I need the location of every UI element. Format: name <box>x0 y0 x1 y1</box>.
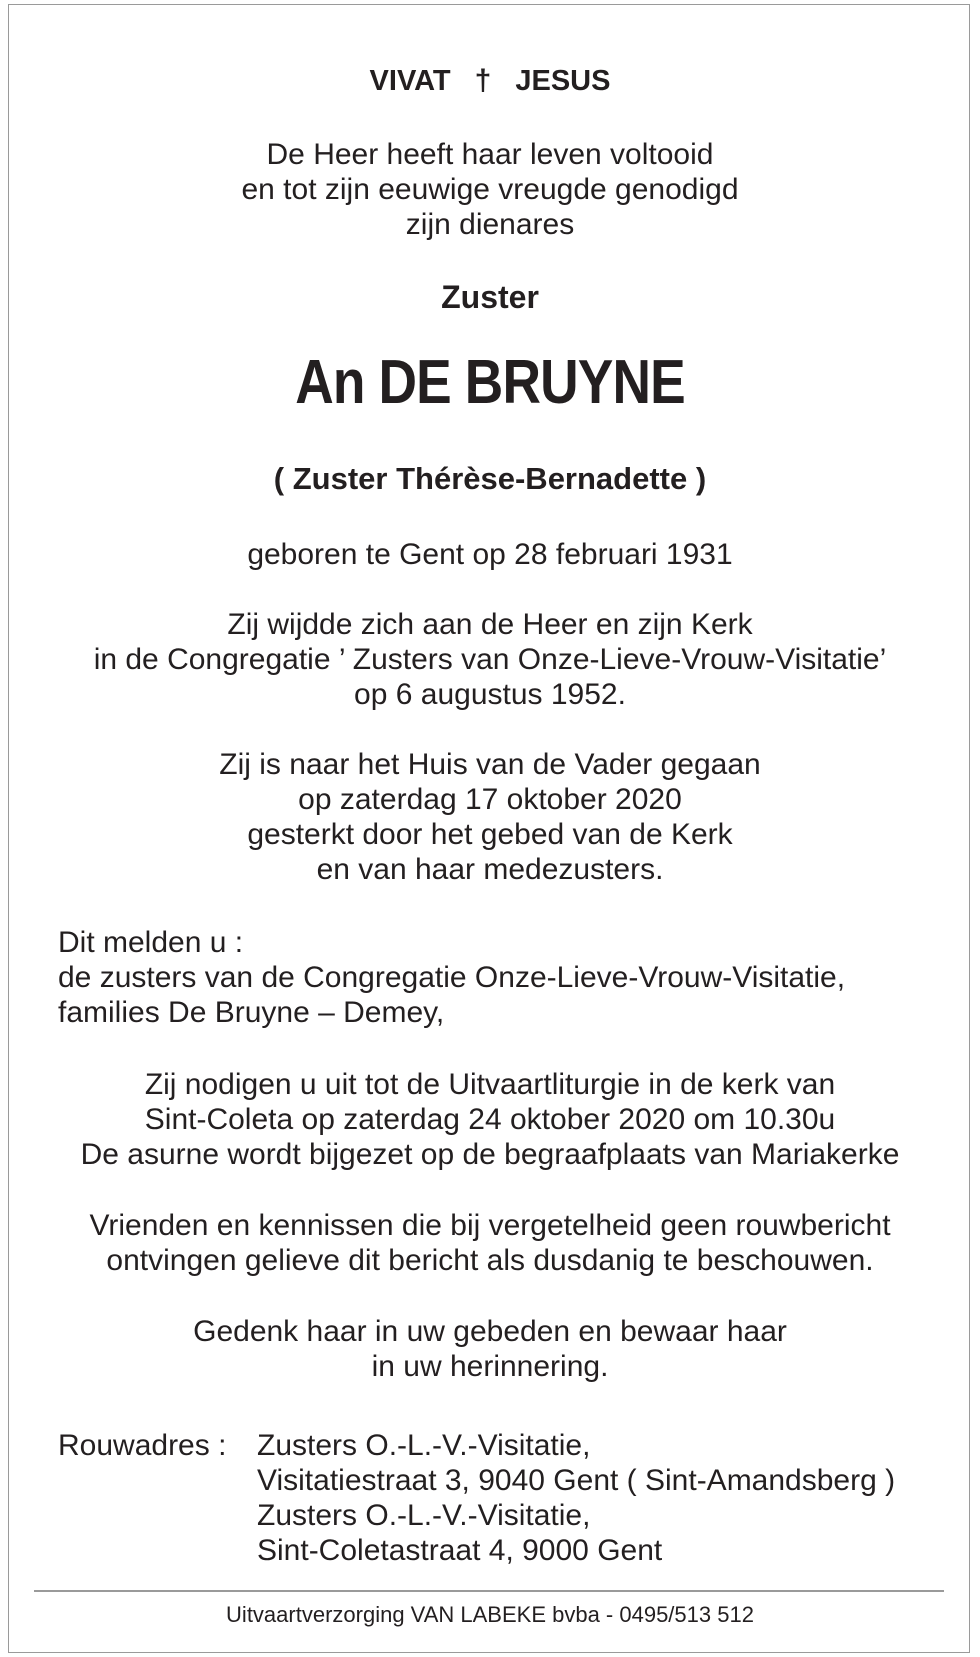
religious-name: ( Zuster Thérèse-Bernadette ) <box>273 461 707 496</box>
death-line-3: gesterkt door het gebed van de Kerk <box>247 818 733 851</box>
header-jesus: JESUS <box>515 65 611 97</box>
deceased-name: An DE BRUYNE <box>295 348 685 417</box>
title-zuster: Zuster <box>441 279 539 315</box>
intro-line-2: en tot zijn eeuwige vreugde genodigd <box>241 173 739 206</box>
funeral-line-1: Zij nodigen u uit tot de Uitvaartliturgie in de kerk van <box>144 1068 836 1101</box>
footer-divider <box>34 1590 944 1592</box>
announcers-line-3: families De Bruyne – Demey, <box>58 996 445 1029</box>
cross-icon: † <box>474 64 492 97</box>
address-line-3: Zusters O.-L.-V.-Visitatie, <box>257 1499 591 1532</box>
remembrance-line-2: in uw herinnering. <box>371 1350 609 1383</box>
header-vivat: VIVAT <box>369 65 451 97</box>
intro-line-1: De Heer heeft haar leven voltooid <box>266 138 714 171</box>
notice-line-1: Vrienden en kennissen die bij vergetelheid geen rouwbericht <box>89 1209 891 1242</box>
death-line-1: Zij is naar het Huis van de Vader gegaan <box>219 748 761 781</box>
intro-line-3: zijn dienares <box>405 208 575 241</box>
vows-line-3: op 6 augustus 1952. <box>354 678 626 711</box>
footer-undertaker: Uitvaartverzorging VAN LABEKE bvba - 0495/513 512 <box>226 1602 754 1627</box>
vows-line-1: Zij wijdde zich aan de Heer en zijn Kerk <box>227 608 753 641</box>
notice-line-2: ontvingen gelieve dit bericht als dusdanig te beschouwen. <box>106 1244 874 1277</box>
address-label: Rouwadres : <box>58 1429 227 1462</box>
address-line-4: Sint-Coletastraat 4, 9000 Gent <box>257 1534 663 1567</box>
header-vivat-jesus <box>0 64 980 98</box>
death-line-4: en van haar medezusters. <box>316 853 664 886</box>
death-line-2: op zaterdag 17 oktober 2020 <box>298 783 682 816</box>
funeral-line-2: Sint-Coleta op zaterdag 24 oktober 2020 om 10.30u <box>144 1103 836 1136</box>
address-block <box>257 1428 895 1568</box>
birth-line: geboren te Gent op 28 februari 1931 <box>247 538 733 571</box>
funeral-line-3: De asurne wordt bijgezet op de begraafplaats van Mariakerke <box>80 1138 900 1171</box>
announcers-line-1: Dit melden u : <box>58 926 244 959</box>
address-line-2: Visitatiestraat 3, 9040 Gent ( Sint-Amandsberg ) <box>257 1464 896 1497</box>
address-line-1: Zusters O.-L.-V.-Visitatie, <box>257 1429 591 1462</box>
vows-line-2: in de Congregatie ’ Zusters van Onze-Lieve-Vrouw-Visitatie’ <box>93 643 887 676</box>
remembrance-line-1: Gedenk haar in uw gebeden en bewaar haar <box>193 1315 787 1348</box>
announcers-line-2: de zusters van de Congregatie Onze-Lieve-Vrouw-Visitatie, <box>58 961 846 994</box>
